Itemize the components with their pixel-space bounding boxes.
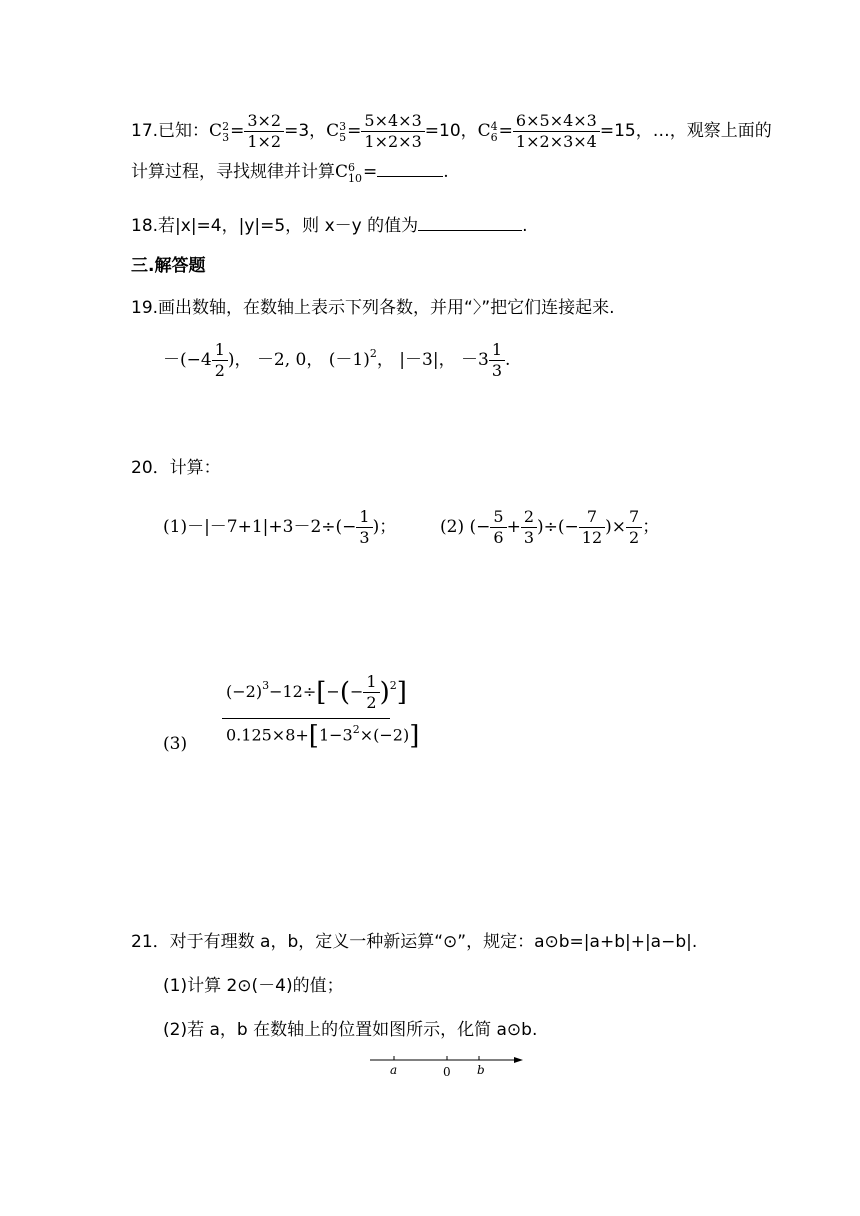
label-a: a: [390, 1063, 398, 1077]
q17-c4: C 6 10 =: [335, 160, 378, 185]
q17-c2: C 3 5 = $\frac{5\times 4\times 3}{1\times 2\times 3}$ =10，: [326, 111, 478, 151]
q17-line2: 计算过程，寻找规律并计算C 6 10 = .: [131, 160, 449, 185]
label-0: 0: [443, 1065, 451, 1079]
q20-part3-denominator: $0.125\times 8+[1-3^2\times(-2)]$: [226, 721, 420, 751]
q17-number: 17.: [131, 121, 159, 141]
q17-line1: [131, 111, 772, 152]
number-line-figure: [368, 1050, 528, 1080]
q17-lead: 已知：: [158, 121, 210, 141]
label-b: b: [477, 1063, 485, 1077]
q20-part1: (1)－|－7+1|+3－2÷(− $\frac{1}{3}$ )；: [163, 507, 397, 547]
q18-answer-blank[interactable]: [418, 214, 522, 231]
q21-part2: (2)若 a，b 在数轴上的位置如图所示，化简 a⊙b.: [163, 1020, 538, 1040]
q17-c1: C 2 3 = $\frac{3\times 2}{1\times 2}$ =3，: [209, 111, 327, 151]
q20-part3-numerator: $(-2)^3-12\div[-(-$ $\frac{1}{2}$ )$^2$]: [226, 672, 407, 712]
q20-text: 20．计算：: [131, 458, 221, 478]
q17-tail: …，观察上面的: [652, 121, 772, 141]
section-title: 三.解答题: [131, 256, 206, 276]
axis-arrow-icon: [514, 1057, 523, 1063]
q20-part3-fraction-bar: [222, 718, 390, 719]
q20-part2: (2) (− $\frac{5}{6}$ + $\frac{2}{3}$ )÷(− $\frac{7}{12}$ )× $\frac{7}{2}$ ；: [440, 507, 660, 547]
q19-expression: －(−4 $\frac{1}{2}$ )， －2, 0， $(-1)^2$， |－3|， －3 $\frac{1}{3}$ .: [163, 340, 511, 380]
q17-c3: C 4 6 = $\frac{6\times 5\times 4\times 3}{1\times 2\times 3\times 4}$ =15，: [477, 111, 653, 151]
q17-answer-blank[interactable]: [377, 160, 443, 177]
q21-part1: (1)计算 2⊙(－4)的值；: [163, 976, 344, 996]
q20-part3-label: (3): [163, 734, 188, 754]
q21-text: 21．对于有理数 a，b，定义一种新运算“⊙”，规定：a⊙b=|a+b|+|a−b|.: [131, 932, 698, 952]
q18: 18.若|x|=4，|y|=5，则 x－y 的值为 .: [131, 216, 528, 236]
q19-text: 19.画出数轴，在数轴上表示下列各数，并用“〉”把它们连接起来.: [131, 298, 615, 318]
